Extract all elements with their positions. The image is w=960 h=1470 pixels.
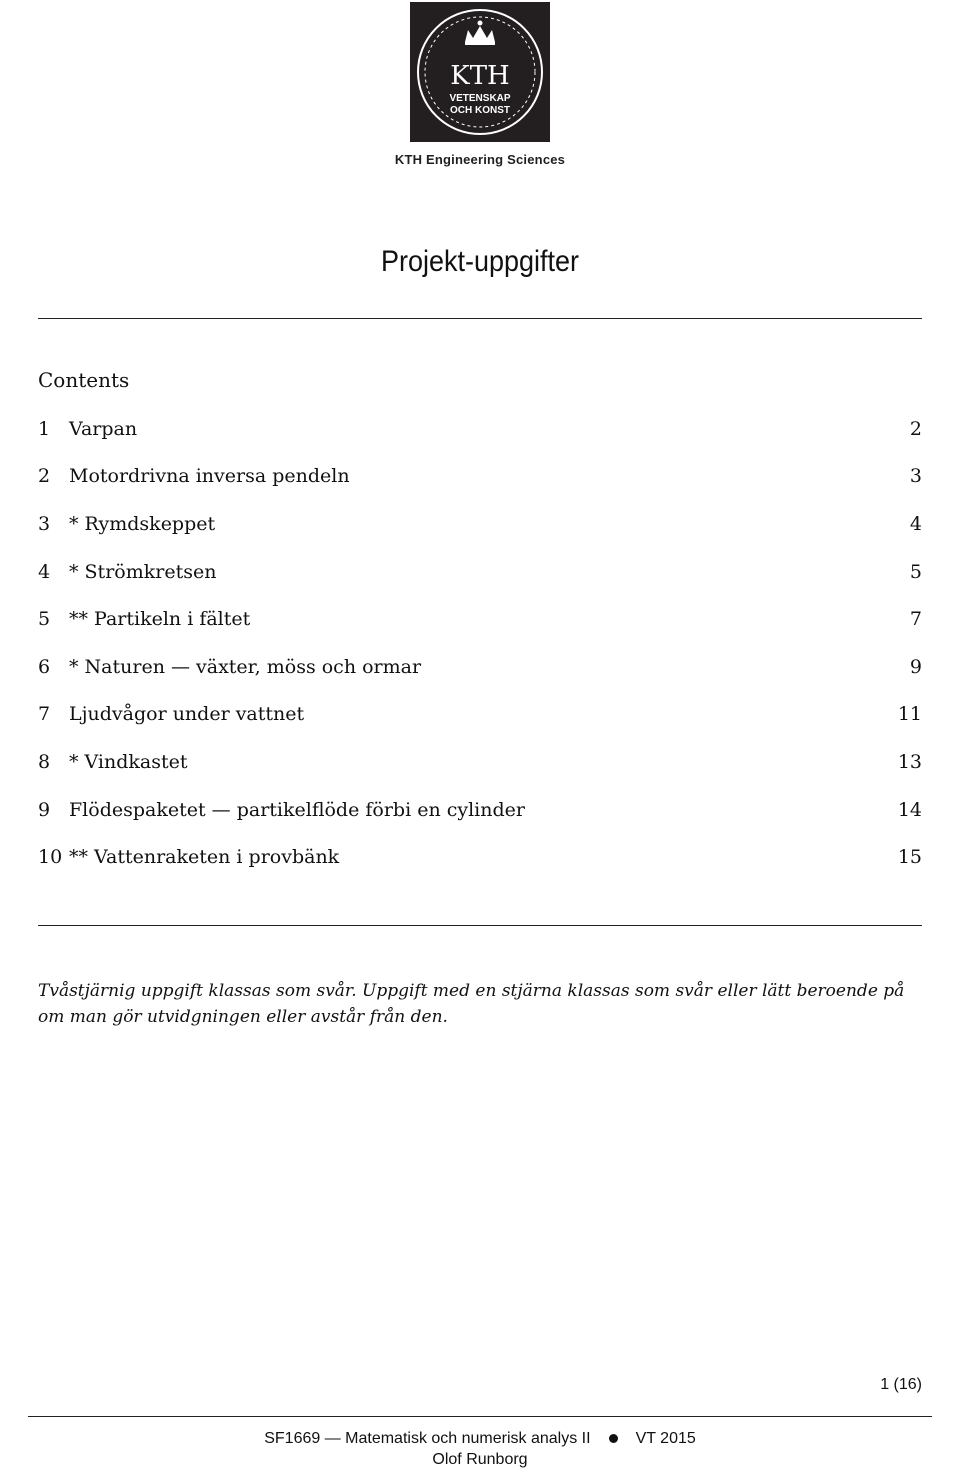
logo-line1: VETENSKAP: [449, 93, 511, 104]
toc-number: 9: [38, 798, 51, 821]
logo-line2: OCH KONST: [450, 105, 510, 116]
toc-number: 4: [38, 560, 51, 583]
toc-item[interactable]: [38, 643, 922, 691]
kth-seal: [410, 2, 550, 142]
footer-author: Olof Runborg: [432, 1451, 528, 1468]
toc-title: * Naturen — växter, möss och ormar: [69, 655, 422, 678]
toc-page: 4: [909, 512, 922, 535]
bullet-icon: [609, 1434, 618, 1443]
toc-item[interactable]: [38, 833, 922, 881]
toc-number: 5: [38, 608, 51, 631]
footer-term: VT 2015: [635, 1430, 696, 1447]
kth-logo: [410, 2, 550, 142]
toc-item[interactable]: [38, 786, 922, 834]
toc-page: 5: [909, 560, 922, 583]
title-rule: [38, 318, 922, 319]
toc-page: 15: [897, 846, 922, 869]
toc-item[interactable]: [38, 738, 922, 786]
toc-number: 10: [38, 846, 63, 869]
toc-item[interactable]: [38, 500, 922, 548]
contents-heading: Contents: [38, 368, 130, 392]
toc-number: 1: [38, 417, 51, 440]
toc-number: 3: [38, 512, 51, 535]
toc-title: Varpan: [69, 417, 138, 440]
table-of-contents: [38, 405, 922, 881]
logo-caption: KTH Engineering Sciences: [394, 152, 566, 167]
toc-item[interactable]: [38, 405, 922, 453]
toc-title: * Strömkretsen: [69, 560, 217, 583]
footer-course-line: [0, 1430, 960, 1448]
toc-page: 2: [909, 417, 922, 440]
logo-wordmark: KTH: [450, 61, 510, 91]
toc-title: ** Partikeln i fältet: [69, 608, 251, 631]
toc-title: * Rymdskeppet: [69, 512, 216, 535]
toc-title: * Vindkastet: [69, 750, 188, 773]
toc-title: Motordrivna inversa pendeln: [69, 465, 350, 488]
toc-page: 9: [909, 655, 922, 678]
toc-number: 7: [38, 703, 51, 726]
toc-page: 14: [897, 798, 922, 821]
toc-page: 11: [897, 703, 922, 726]
toc-number: 2: [38, 465, 51, 488]
toc-number: 6: [38, 655, 51, 678]
toc-item[interactable]: [38, 595, 922, 643]
toc-page: 3: [909, 465, 922, 488]
toc-item[interactable]: [38, 691, 922, 739]
contents-rule: [38, 925, 922, 926]
footer-rule: [28, 1416, 932, 1417]
toc-number: 8: [38, 750, 51, 773]
toc-item[interactable]: [38, 548, 922, 596]
toc-item[interactable]: [38, 453, 922, 501]
toc-title: Ljudvågor under vattnet: [69, 703, 305, 726]
toc-title: Flödespaketet — partikelflöde förbi en cylinder: [69, 798, 525, 821]
toc-page: 7: [909, 608, 922, 631]
difficulty-note: Tvåstjärnig uppgift klassas som svår. Uppgift med en stjärna klassas som svår eller lätt beroende på om man gör utvidgningen eller avstår från den.: [38, 981, 905, 1027]
toc-title: ** Vattenraketen i provbänk: [69, 846, 340, 869]
page-number: 1 (16): [880, 1376, 922, 1393]
crown-icon: [465, 21, 495, 46]
footer-course: SF1669 — Matematisk och numerisk analys II: [264, 1430, 591, 1447]
page-title: Projekt-uppgifter: [380, 245, 580, 278]
toc-page: 13: [897, 750, 922, 773]
